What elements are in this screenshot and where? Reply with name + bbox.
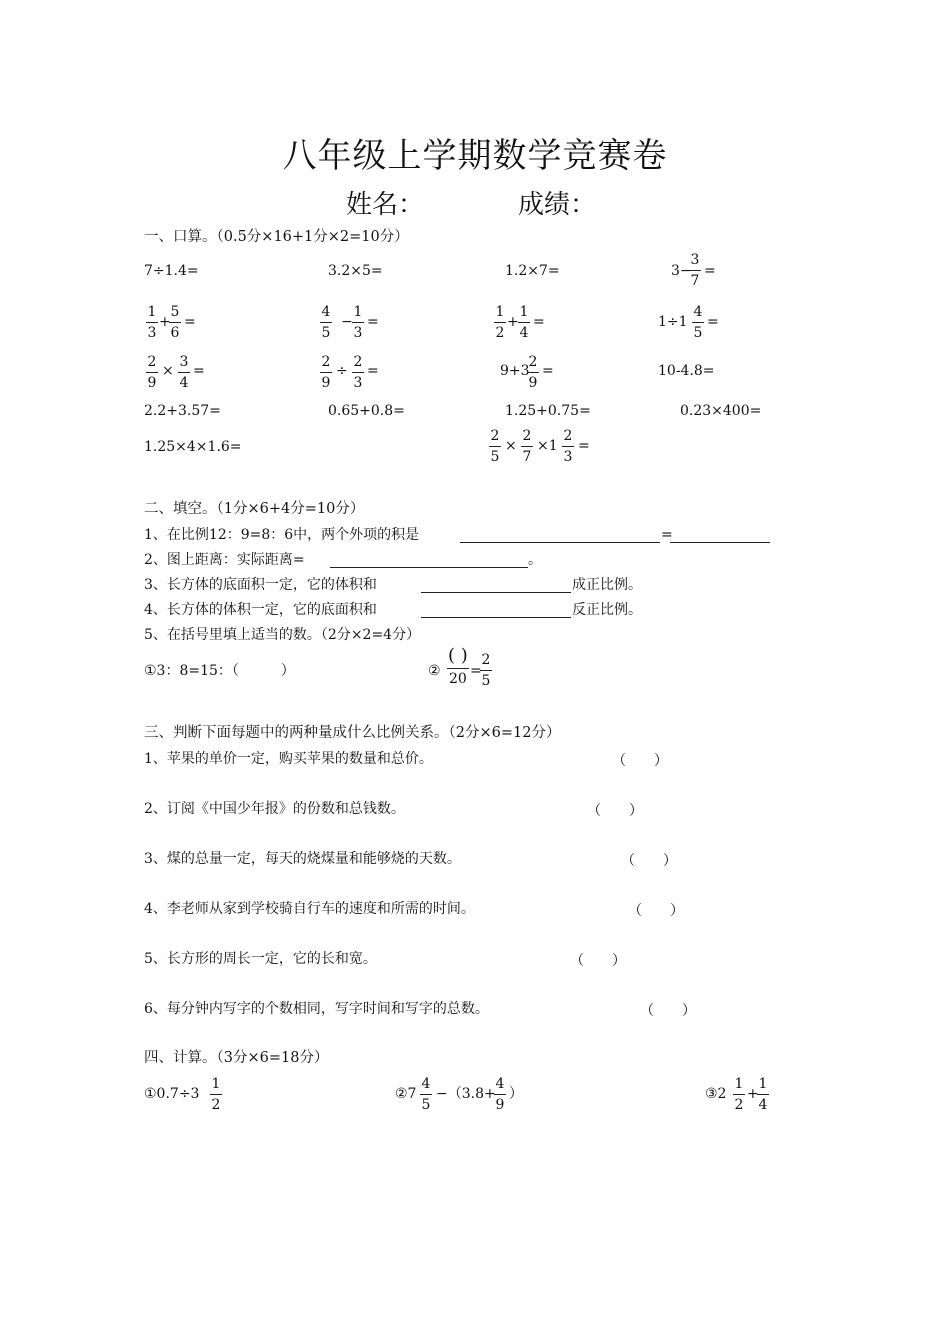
judge-answer-4[interactable]: （ ）	[628, 903, 684, 919]
fill-q5a: ①3：8=15：（ ）	[144, 663, 295, 679]
fill-q3-post: 成正比例。	[572, 577, 642, 593]
judge-answer-2[interactable]: （ ）	[587, 803, 643, 819]
q2-4-eq: =	[707, 314, 719, 330]
calc-b-prefix: ②7	[395, 1086, 417, 1102]
judge-answer-5[interactable]: （ ）	[570, 953, 626, 969]
q2-1-eq: =	[184, 314, 196, 330]
fill-q1-eq: =	[661, 527, 673, 543]
calc-a-frac: $\frac{1}{2}$	[211, 1076, 221, 1113]
q5-2-eq: =	[578, 438, 590, 454]
fill-q5: 5、在括号里填上适当的数。（2分×2=4分）	[144, 627, 421, 643]
q5-1: 1.25×4×1.6=	[144, 439, 242, 455]
q1-1: 7÷1.4=	[144, 263, 199, 279]
q4-2: 0.65+0.8=	[328, 403, 405, 419]
q1-4-fraction: $\frac{3}{7}$	[690, 252, 700, 289]
calc-c-frac-a: $\frac{1}{2}$	[734, 1076, 744, 1113]
calc-c-prefix: ③2	[705, 1086, 727, 1102]
q5-2-frac-b: $\frac{2}{7}$	[522, 428, 532, 465]
section4-heading: 四、计算。（3分×6=18分）	[144, 1050, 329, 1066]
q2-2-op: −	[341, 314, 353, 330]
calc-c-op: +	[747, 1086, 759, 1102]
fill-q2-blank[interactable]	[330, 567, 528, 568]
fill-q2-post: 。	[528, 552, 542, 568]
q3-3-prefix: 9+3	[500, 363, 530, 379]
fill-q1: 1、在比例12：9=8：6中，两个外项的积是	[144, 527, 420, 543]
calc-b-frac-b: $\frac{4}{9}$	[495, 1076, 505, 1113]
q1-3: 1.2×7=	[505, 263, 560, 279]
calc-b-post: ）	[509, 1086, 523, 1102]
fill-q4: 4、长方体的体积一定，它的底面积和	[144, 602, 377, 618]
q2-2-frac-b: $\frac{1}{3}$	[353, 304, 363, 341]
q2-2-frac-a: $\frac{4}{5}$	[321, 304, 331, 341]
q2-1-frac-b: $\frac{5}{6}$	[170, 304, 180, 341]
section2-heading: 二、填空。（1分×6+4分=10分）	[144, 501, 365, 517]
calc-b-mid: −（3.8+	[436, 1086, 496, 1102]
fill-q5b-frac-a: ( ) 20	[448, 645, 468, 687]
q2-3-op: +	[507, 314, 519, 330]
judge-answer-6[interactable]: （ ）	[640, 1003, 696, 1019]
judge-item-4: 4、李老师从家到学校骑自行车的速度和所需的时间。	[144, 901, 475, 917]
q1-2: 3.2×5=	[328, 263, 383, 279]
q5-2-frac-a: $\frac{2}{5}$	[490, 428, 500, 465]
fill-q5b-mark: ②	[428, 663, 441, 679]
q4-4: 0.23×400=	[680, 403, 762, 419]
fill-q1-blank-a[interactable]	[460, 542, 660, 543]
fill-q3: 3、长方体的底面积一定，它的体积和	[144, 577, 377, 593]
q5-2-op1: ×	[505, 438, 517, 454]
fill-q4-blank[interactable]	[421, 617, 571, 618]
q5-2-op2: ×1	[537, 438, 558, 454]
judge-item-3: 3、煤的总量一定，每天的烧煤量和能够烧的天数。	[144, 851, 461, 867]
q3-1-frac-a: $\frac{2}{9}$	[147, 354, 157, 391]
judge-item-1: 1、苹果的单价一定，购买苹果的数量和总价。	[144, 751, 433, 767]
q4-3: 1.25+0.75=	[505, 403, 591, 419]
calc-c-frac-b: $\frac{1}{4}$	[758, 1076, 768, 1113]
fill-q1-blank-b[interactable]	[670, 542, 770, 543]
name-label: 姓名：	[346, 190, 425, 220]
fill-q5b-frac-b: $\frac{2}{5}$	[481, 652, 491, 689]
q2-1-op: +	[159, 314, 171, 330]
q3-4: 10-4.8=	[658, 363, 715, 379]
q4-1: 2.2+3.57=	[144, 403, 221, 419]
fill-q3-blank[interactable]	[421, 592, 571, 593]
q3-3-frac: $\frac{2}{9}$	[528, 354, 538, 391]
q3-3-eq: =	[542, 363, 554, 379]
fill-q4-post: 反正比例。	[572, 602, 642, 618]
q3-2-frac-a: $\frac{2}{9}$	[321, 354, 331, 391]
q2-4-frac: $\frac{4}{5}$	[693, 304, 703, 341]
q2-4-prefix: 1÷1	[658, 314, 688, 330]
q3-2-op: ÷	[336, 363, 348, 379]
section3-heading: 三、判断下面每题中的两种量成什么比例关系。（2分×6=12分）	[144, 725, 561, 741]
q3-1-eq: =	[193, 363, 205, 379]
q1-4-prefix: 3−	[671, 263, 692, 279]
fill-q5b-eq: =	[470, 663, 482, 679]
q1-4-eq: =	[704, 263, 716, 279]
judge-item-2: 2、订阅《中国少年报》的份数和总钱数。	[144, 801, 405, 817]
section1-heading: 一、口算。（0.5分×16+1分×2=10分）	[144, 229, 409, 245]
q2-3-frac-a: $\frac{1}{2}$	[495, 304, 505, 341]
q2-2-eq: =	[367, 314, 379, 330]
q2-3-eq: =	[533, 314, 545, 330]
judge-answer-3[interactable]: （ ）	[621, 853, 677, 869]
page-title: 八年级上学期数学竞赛卷	[282, 136, 668, 176]
q2-1-frac-a: $\frac{1}{3}$	[147, 304, 157, 341]
score-label: 成绩：	[518, 190, 597, 220]
q5-2-frac-c: $\frac{2}{3}$	[563, 428, 573, 465]
judge-item-5: 5、长方形的周长一定，它的长和宽。	[144, 951, 377, 967]
calc-a-prefix: ①0.7÷3	[144, 1086, 200, 1102]
judge-item-6: 6、每分钟内写字的个数相同，写字时间和写字的总数。	[144, 1001, 489, 1017]
q3-2-frac-b: $\frac{2}{3}$	[353, 354, 363, 391]
calc-b-frac-a: $\frac{4}{5}$	[421, 1076, 431, 1113]
judge-answer-1[interactable]: （ ）	[612, 753, 668, 769]
q3-1-op: ×	[162, 363, 174, 379]
q2-3-frac-b: $\frac{1}{4}$	[519, 304, 529, 341]
q3-2-eq: =	[367, 363, 379, 379]
q3-1-frac-b: $\frac{3}{4}$	[179, 354, 189, 391]
fill-q2: 2、图上距离：实际距离=	[144, 552, 305, 568]
